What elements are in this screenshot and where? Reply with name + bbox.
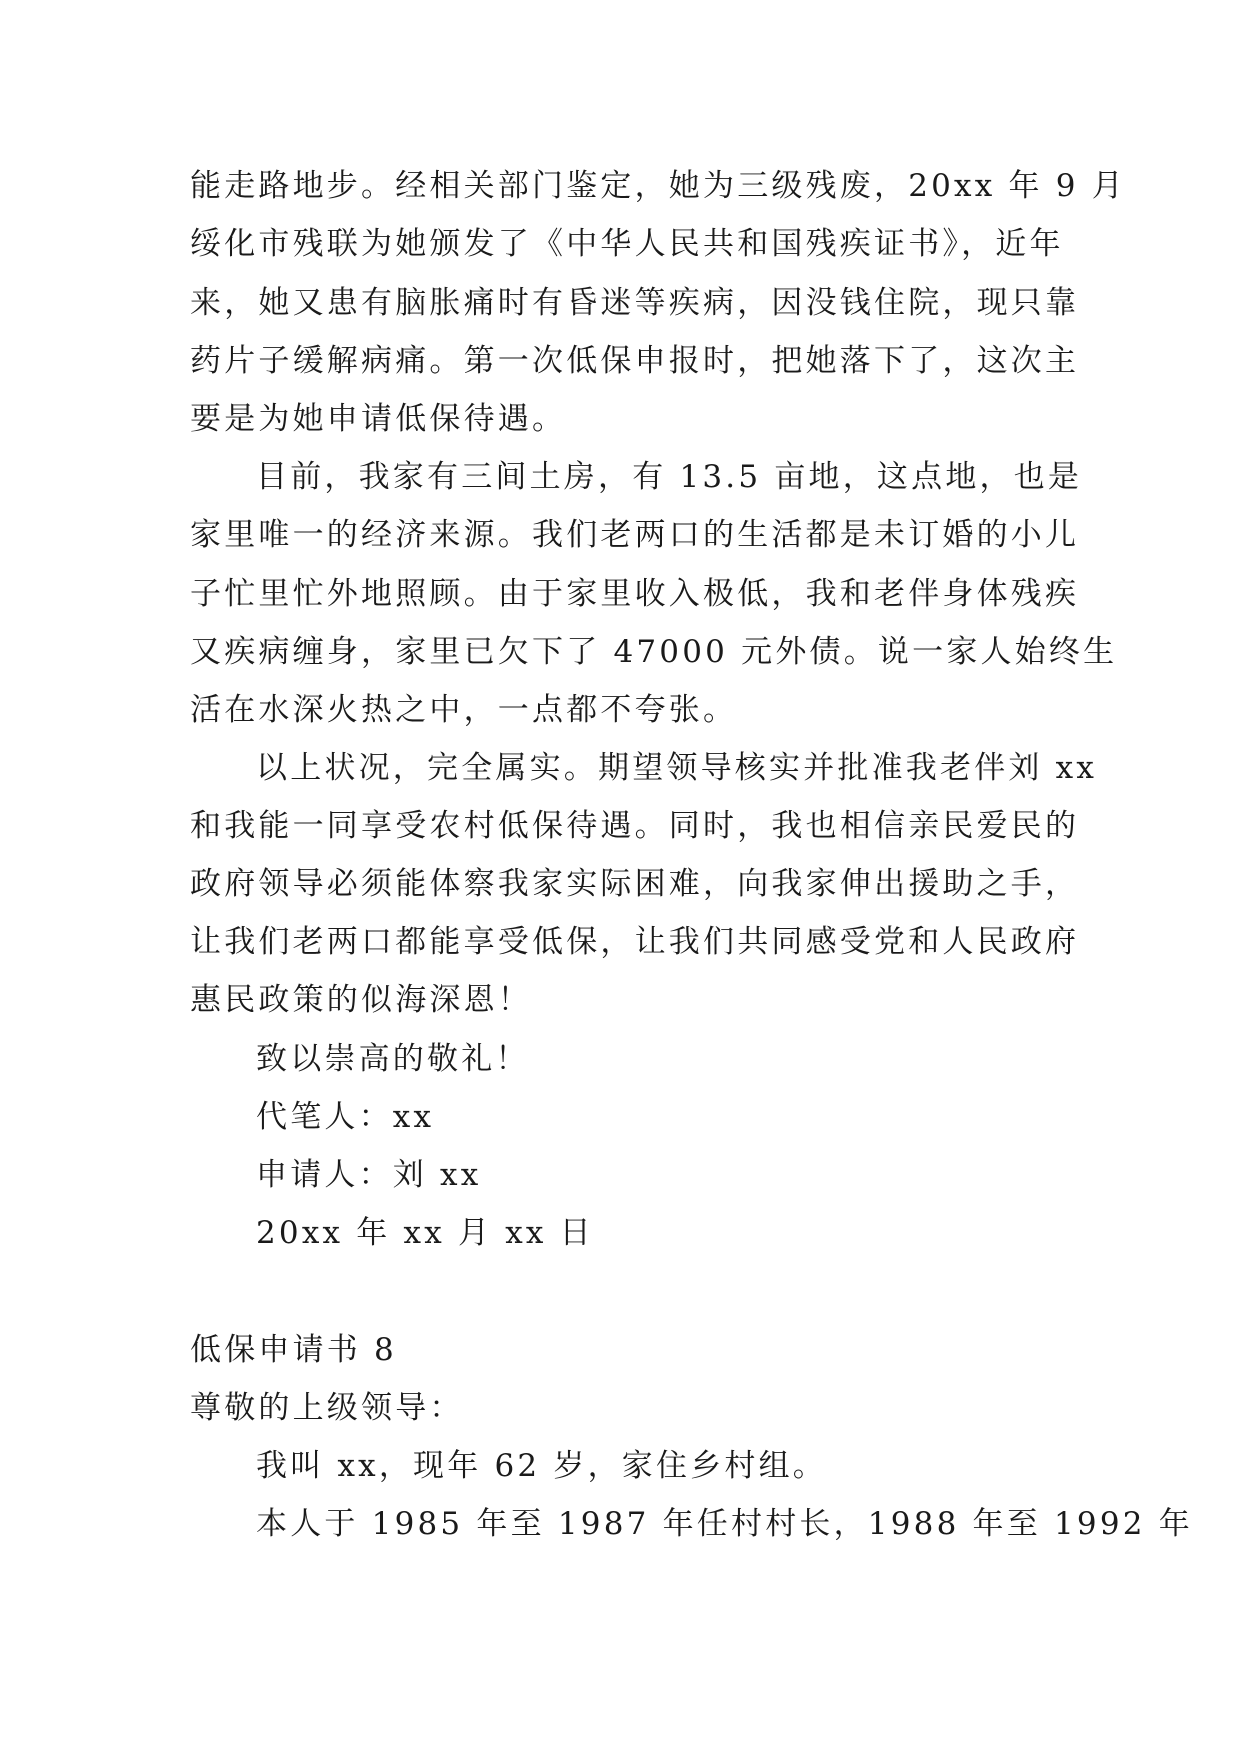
section-title: 低保申请书 8 xyxy=(190,1332,397,1368)
applicant-line: 申请人：刘 xx xyxy=(256,1157,482,1193)
body-line: 惠民政策的似海深恩！ xyxy=(190,982,532,1018)
ghostwriter-line: 代笔人：xx xyxy=(256,1099,435,1135)
body-line: 能走路地步。经相关部门鉴定，她为三级残废，20xx 年 9 月 xyxy=(190,168,1126,204)
body-line: 药片子缓解病痛。第一次低保申报时，把她落下了，这次主 xyxy=(190,343,1080,379)
body-line: 家里唯一的经济来源。我们老两口的生活都是未订婚的小儿 xyxy=(190,517,1080,553)
body-line: 和我能一同享受农村低保待遇。同时，我也相信亲民爱民的 xyxy=(190,808,1080,844)
body-line: 绥化市残联为她颁发了《中华人民共和国残疾证书》，近年 xyxy=(190,226,1064,262)
body-line: 活在水深火热之中，一点都不夸张。 xyxy=(190,692,738,728)
body-line: 子忙里忙外地照顾。由于家里收入极低，我和老伴身体残疾 xyxy=(190,576,1080,612)
body-line: 政府领导必须能体察我家实际困难，向我家伸出援助之手， xyxy=(190,866,1080,902)
closing-salutation: 致以崇高的敬礼！ xyxy=(256,1041,530,1077)
body-line: 让我们老两口都能享受低保，让我们共同感受党和人民政府 xyxy=(190,924,1080,960)
paragraph-first-line: 本人于 1985 年至 1987 年任村村长，1988 年至 1992 年 xyxy=(256,1506,1193,1542)
paragraph-first-line: 以上状况，完全属实。期望领导核实并批准我老伴刘 xx xyxy=(256,750,1098,786)
greeting: 尊敬的上级领导： xyxy=(190,1390,464,1426)
body-line: 又疾病缠身，家里已欠下了 47000 元外债。说一家人始终生 xyxy=(190,634,1118,670)
date-line: 20xx 年 xx 月 xx 日 xyxy=(256,1215,594,1251)
paragraph-first-line: 我叫 xx，现年 62 岁，家住乡村组。 xyxy=(256,1448,827,1484)
body-line: 要是为她申请低保待遇。 xyxy=(190,401,567,437)
body-line: 来，她又患有脑胀痛时有昏迷等疾病，因没钱住院，现只靠 xyxy=(190,285,1080,321)
paragraph-first-line: 目前，我家有三间土房，有 13.5 亩地，这点地，也是 xyxy=(256,459,1083,495)
